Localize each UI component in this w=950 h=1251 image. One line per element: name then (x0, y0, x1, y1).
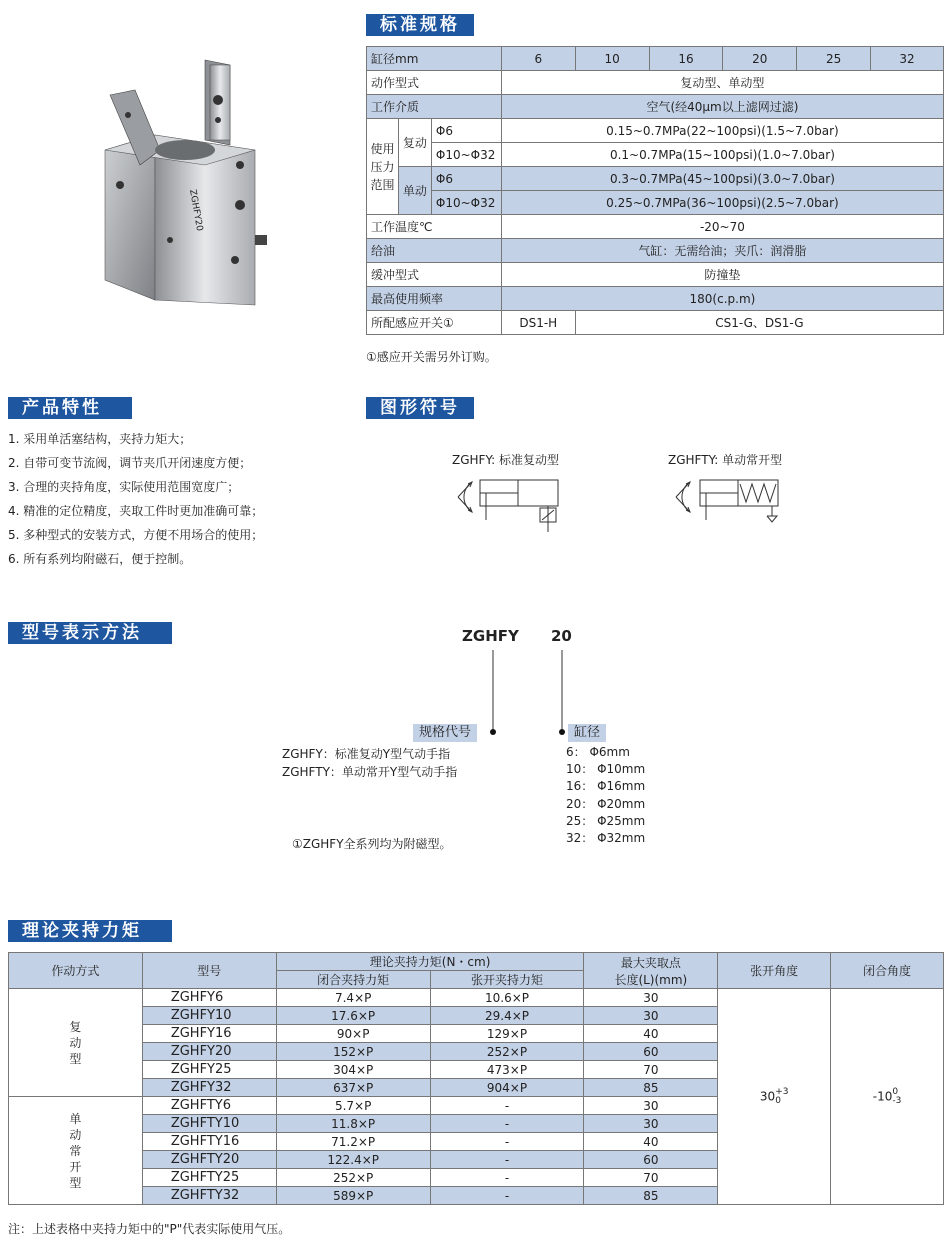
model-bore-item: 16： Φ16mm (566, 779, 646, 794)
torque-row-close: 122.4×P (276, 1151, 430, 1169)
spec-bore-25: 25 (797, 47, 871, 71)
torque-row-model: ZGHFTY25 (142, 1169, 276, 1187)
symbol-section-title: 图形符号 (366, 397, 474, 419)
torque-header-open-angle: 张开角度 (718, 953, 831, 989)
spec-bore-6: 6 (501, 47, 575, 71)
torque-row-close: 637×P (276, 1079, 430, 1097)
symbol-single-acting-diagram (668, 470, 798, 530)
torque-row-open: - (430, 1133, 584, 1151)
spec-bore-32: 32 (871, 47, 944, 71)
torque-row-close: 7.4×P (276, 989, 430, 1007)
torque-header-length (584, 953, 718, 989)
torque-row-model: ZGHFY20 (142, 1043, 276, 1061)
torque-row-length: 30 (584, 989, 718, 1007)
torque-row-open: 473×P (430, 1061, 584, 1079)
torque-row-model: ZGHFY16 (142, 1025, 276, 1043)
torque-row-close: 304×P (276, 1061, 430, 1079)
spec-single-d10: Φ10~Φ32 (431, 191, 501, 215)
spec-switch-rest: CS1-G、DS1-G (575, 311, 943, 335)
torque-row-open: 252×P (430, 1043, 584, 1061)
torque-row-model: ZGHFTY10 (142, 1115, 276, 1133)
model-spec-item: ZGHFTY：单动常开Y型气动手指 (282, 765, 458, 779)
torque-row-model: ZGHFTY32 (142, 1187, 276, 1205)
torque-header-length-2: 长度(L)(mm) (614, 972, 688, 987)
torque-row-close: 589×P (276, 1187, 430, 1205)
model-code: ZGHFY (462, 627, 519, 645)
torque-close-angle (831, 989, 944, 1205)
spec-pressure-label: 使用压力范围 (367, 119, 399, 215)
torque-header-action: 作动方式 (9, 953, 143, 989)
torque-section-title: 理论夹持力矩 (8, 920, 172, 942)
torque-row-length: 30 (584, 1007, 718, 1025)
spec-cushion-label: 缓冲型式 (367, 263, 502, 287)
feature-item: 3. 合理的夹持角度，实际使用范围宽度广； (8, 480, 240, 494)
model-bore-items (566, 744, 645, 847)
product-label: ZGHFY20 (187, 188, 205, 232)
torque-row-model: ZGHFY25 (142, 1061, 276, 1079)
torque-row-close: 17.6×P (276, 1007, 430, 1025)
model-spec-item: ZGHFY：标准复动Y型气动手指 (282, 747, 451, 761)
torque-close-angle-sup: 0 (892, 1086, 899, 1097)
symbol-right-label: ZGHFTY: 单动常开型 (668, 453, 783, 467)
model-bore-item: 32： Φ32mm (566, 831, 646, 846)
torque-group-single (9, 1097, 143, 1205)
torque-row-model: ZGHFTY16 (142, 1133, 276, 1151)
torque-row-open: - (430, 1151, 584, 1169)
spec-single-10-value: 0.25~0.7MPa(36~100psi)(2.5~7.0bar) (501, 191, 943, 215)
torque-row-model: ZGHFY6 (142, 989, 276, 1007)
spec-temp-value: -20~70 (501, 215, 943, 239)
model-bore-label: 缸径 (568, 724, 606, 742)
torque-row-length: 30 (584, 1097, 718, 1115)
spec-switch-6: DS1-H (501, 311, 575, 335)
torque-header-close-angle: 闭合角度 (831, 953, 944, 989)
model-bore-item: 6： Φ6mm (566, 745, 630, 759)
torque-row-close: 5.7×P (276, 1097, 430, 1115)
torque-row-length: 40 (584, 1025, 718, 1043)
torque-row-close: 11.8×P (276, 1115, 430, 1133)
spec-single-d6: Φ6 (431, 167, 501, 191)
torque-row-open: - (430, 1187, 584, 1205)
spec-double-d10: Φ10~Φ32 (431, 143, 501, 167)
feature-item: 4. 精准的定位精度，夹取工件时更加准确可靠； (8, 504, 264, 518)
torque-table (8, 952, 944, 1205)
torque-row-length: 30 (584, 1115, 718, 1133)
spec-single-label: 单动 (398, 167, 431, 215)
spec-freq-value: 180(c.p.m) (501, 287, 943, 311)
torque-row-open: - (430, 1169, 584, 1187)
torque-row-model: ZGHFTY20 (142, 1151, 276, 1169)
spec-double-d6: Φ6 (431, 119, 501, 143)
spec-section-title: 标准规格 (366, 14, 474, 36)
torque-header-close: 闭合夹持力矩 (276, 971, 430, 989)
model-spec-code-label: 规格代号 (413, 724, 477, 742)
model-bore-item: 10： Φ10mm (566, 762, 646, 777)
feature-item: 6. 所有系列均附磁石，便于控制。 (8, 552, 192, 566)
feature-item: 1. 采用单活塞结构，夹持力矩大； (8, 432, 192, 446)
torque-note: 注：上述表格中夹持力矩中的"P"代表实际使用气压。 (8, 1222, 291, 1236)
torque-row-open: - (430, 1115, 584, 1133)
spec-action-value: 复动型、单动型 (501, 71, 943, 95)
spec-freq-label: 最高使用频率 (367, 287, 502, 311)
spec-cushion-value: 防撞垫 (501, 263, 943, 287)
torque-row-length: 40 (584, 1133, 718, 1151)
spec-table (366, 46, 944, 335)
model-section-title: 型号表示方法 (8, 622, 172, 644)
torque-row-length: 85 (584, 1079, 718, 1097)
model-size: 20 (551, 627, 572, 645)
torque-row-model: ZGHFY10 (142, 1007, 276, 1025)
torque-row-length: 70 (584, 1169, 718, 1187)
feature-item: 5. 多种型式的安装方式，方便不用场合的使用； (8, 528, 264, 542)
spec-temp-label: 工作温度℃ (367, 215, 502, 239)
torque-row-open: 10.6×P (430, 989, 584, 1007)
model-note: ①ZGHFY全系列均为附磁型。 (292, 837, 452, 851)
torque-row-length: 85 (584, 1187, 718, 1205)
torque-group-single-text: 单动常开型 (69, 1111, 82, 1190)
torque-open-angle-sup: +3 (775, 1086, 789, 1097)
torque-row-model: ZGHFTY6 (142, 1097, 276, 1115)
spec-single-6-value: 0.3~0.7MPa(45~100psi)(3.0~7.0bar) (501, 167, 943, 191)
spec-switch-label: 所配感应开关① (367, 311, 502, 335)
torque-header-model: 型号 (142, 953, 276, 989)
torque-row-close: 152×P (276, 1043, 430, 1061)
spec-oil-value: 气缸：无需给油；夹爪：润滑脂 (501, 239, 943, 263)
torque-row-length: 70 (584, 1061, 718, 1079)
torque-row-open: 129×P (430, 1025, 584, 1043)
spec-double-label: 复动 (398, 119, 431, 167)
torque-open-angle-sub: 0 (775, 1095, 781, 1106)
spec-bore-10: 10 (575, 47, 649, 71)
torque-header-length-1: 最大夹取点 (620, 955, 681, 970)
torque-row-open: 904×P (430, 1079, 584, 1097)
spec-bore-20: 20 (723, 47, 797, 71)
model-spec-items (282, 745, 457, 781)
spec-bore-label: 缸径mm (367, 47, 502, 71)
torque-open-angle-base: 30 (759, 1089, 776, 1103)
torque-row-length: 60 (584, 1043, 718, 1061)
torque-open-angle (718, 989, 831, 1205)
torque-row-model: ZGHFY32 (142, 1079, 276, 1097)
spec-medium-value: 空气(经40μm以上滤网过滤) (501, 95, 943, 119)
torque-row-close: 252×P (276, 1169, 430, 1187)
torque-row-close: 71.2×P (276, 1133, 430, 1151)
symbol-double-acting-diagram (450, 470, 580, 540)
features-list (8, 427, 263, 571)
feature-item: 2. 自带可变节流阀，调节夹爪开闭速度方便； (8, 456, 252, 470)
product-photo (90, 55, 290, 315)
torque-header-torque: 理论夹持力矩(N・cm) (276, 953, 584, 971)
spec-note: ①感应开关需另外订购。 (366, 350, 497, 364)
spec-double-6-value: 0.15~0.7MPa(22~100psi)(1.5~7.0bar) (501, 119, 943, 143)
symbol-left-label: ZGHFY: 标准复动型 (452, 453, 560, 467)
torque-row-length: 60 (584, 1151, 718, 1169)
features-section-title: 产品特性 (8, 397, 132, 419)
torque-close-angle-sub: -3 (892, 1095, 902, 1106)
torque-header-open: 张开夹持力矩 (430, 971, 584, 989)
spec-double-10-value: 0.1~0.7MPa(15~100psi)(1.0~7.0bar) (501, 143, 943, 167)
model-bore-item: 20： Φ20mm (566, 796, 646, 811)
torque-row-open: 29.4×P (430, 1007, 584, 1025)
torque-group-double-text: 复动型 (69, 1019, 82, 1066)
spec-oil-label: 给油 (367, 239, 502, 263)
spec-action-label: 动作型式 (367, 71, 502, 95)
model-bore-item: 25： Φ25mm (566, 813, 646, 828)
torque-group-double (9, 989, 143, 1097)
spec-bore-16: 16 (649, 47, 723, 71)
torque-row-close: 90×P (276, 1025, 430, 1043)
spec-medium-label: 工作介质 (367, 95, 502, 119)
torque-close-angle-base: -10 (872, 1089, 893, 1103)
torque-row-open: - (430, 1097, 584, 1115)
